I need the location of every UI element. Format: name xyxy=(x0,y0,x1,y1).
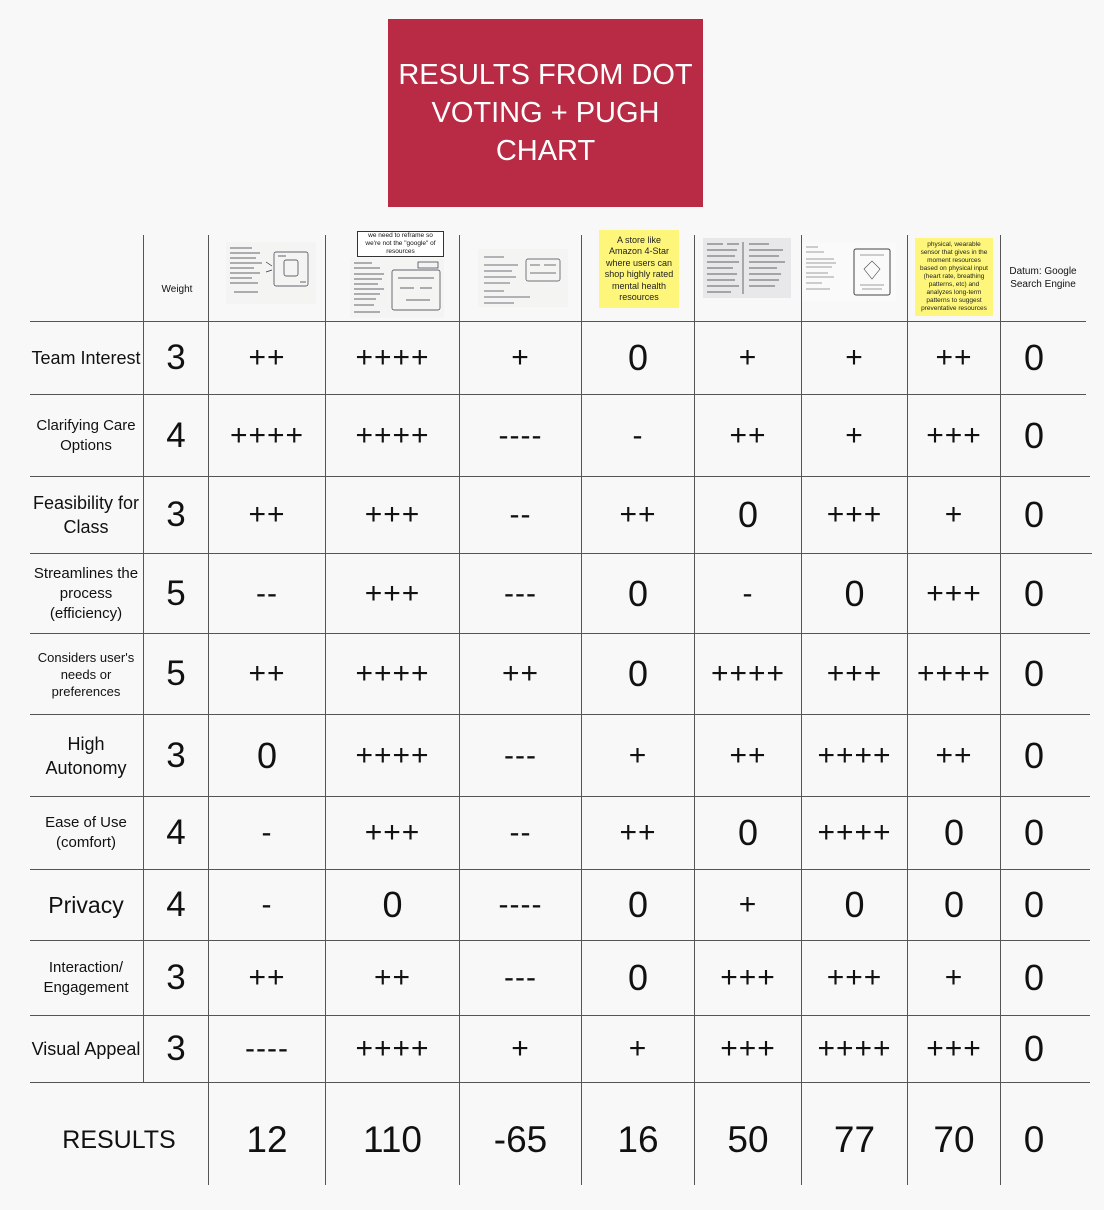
score-cell: +++ xyxy=(826,657,883,690)
criterion-label: Considers user's needs or preferences xyxy=(37,649,135,699)
weight-value: 4 xyxy=(166,415,186,455)
score-cell: 0 xyxy=(627,957,649,998)
score-cell: + xyxy=(628,1032,648,1065)
score-cell: ++++ xyxy=(355,657,430,690)
criterion-label: Visual Appeal xyxy=(31,1039,141,1059)
score-cell: ++ xyxy=(373,961,412,994)
score-cell: --- xyxy=(504,576,537,610)
score-cell: ++ xyxy=(729,418,767,452)
concept-2-note: we need to reframe so we're not the "google" of resources xyxy=(357,231,444,257)
concept-1-sketch xyxy=(226,242,316,304)
score-cell: ++++ xyxy=(355,1032,430,1065)
score-cell: ++++ xyxy=(710,657,786,690)
score-cell: 0 xyxy=(943,812,965,853)
weight-value: 5 xyxy=(166,654,186,693)
score-cell: +++ xyxy=(364,498,421,531)
score-cell: + xyxy=(738,888,758,921)
score-cell: ++ xyxy=(248,498,286,531)
score-cell: 0 xyxy=(627,653,649,694)
result-value: 110 xyxy=(363,1119,422,1160)
datum-header: Datum: Google Search Engine xyxy=(1009,266,1077,290)
score-cell: + xyxy=(628,738,648,772)
score-cell: +++ xyxy=(926,1032,982,1065)
criterion-label: Ease of Use (comfort) xyxy=(45,814,127,851)
score-cell: ++ xyxy=(501,657,540,690)
score-cell: ++ xyxy=(935,341,973,374)
score-cell: 0 xyxy=(1023,1028,1045,1069)
score-cell: +++ xyxy=(826,961,883,994)
weight-value: 3 xyxy=(166,495,186,534)
score-cell: ---- xyxy=(498,888,543,921)
criterion-label: Privacy xyxy=(48,892,124,918)
title-card xyxy=(388,19,703,207)
criterion-label: Interaction/ Engagement xyxy=(43,959,129,996)
score-cell: ++ xyxy=(729,738,767,772)
score-cell: 0 xyxy=(1023,812,1045,853)
score-cell: 0 xyxy=(1023,734,1045,776)
result-value: 50 xyxy=(727,1119,769,1160)
concept-7-sticky: physical, wearable sensor that gives in the moment resources based on physical input (heart rate, breathing patterns, etc) and analyzes long-term patterns to suggest preventative resources xyxy=(915,238,993,316)
score-cell: - xyxy=(261,888,273,921)
score-cell: 0 xyxy=(1023,414,1045,456)
score-cell: + xyxy=(944,498,964,531)
score-cell: + xyxy=(738,341,758,374)
weight-header: Weight xyxy=(161,283,193,295)
score-cell: ++ xyxy=(248,657,286,690)
score-cell: 0 xyxy=(1023,653,1045,694)
score-cell: 0 xyxy=(1023,337,1045,378)
score-cell: ---- xyxy=(245,1032,289,1065)
criterion-label: Streamlines the process (efficiency) xyxy=(33,564,139,622)
chart-title: RESULTS FROM DOT VOTING + PUGH CHART xyxy=(398,59,693,167)
result-value: -65 xyxy=(493,1119,548,1160)
score-cell: 0 xyxy=(943,884,965,925)
score-cell: ++ xyxy=(935,738,973,772)
score-cell: ++ xyxy=(619,498,657,531)
score-cell: 0 xyxy=(627,572,649,614)
score-cell: +++ xyxy=(826,498,883,531)
score-cell: 0 xyxy=(627,884,649,925)
score-cell: +++ xyxy=(720,961,776,994)
score-cell: 0 xyxy=(627,337,649,378)
score-cell: --- xyxy=(504,738,537,772)
score-cell: ++++ xyxy=(817,816,892,849)
score-cell: +++ xyxy=(364,576,421,610)
criterion-label: High Autonomy xyxy=(45,733,127,778)
score-cell: ++++ xyxy=(355,341,430,374)
results-label: RESULTS xyxy=(62,1125,176,1154)
score-cell: ++ xyxy=(248,341,286,374)
weight-value: 3 xyxy=(166,338,186,377)
score-cell: ++++ xyxy=(355,418,430,452)
concept-4-sticky: A store like Amazon 4-Star where users can shop highly rated mental health resources xyxy=(599,230,679,308)
score-cell: ++++ xyxy=(817,738,892,772)
score-cell: -- xyxy=(509,816,532,849)
score-cell: + xyxy=(845,418,864,452)
weight-value: 3 xyxy=(166,1029,186,1068)
score-cell: -- xyxy=(509,498,532,531)
score-cell: 0 xyxy=(1023,884,1045,925)
score-cell: ---- xyxy=(498,418,543,452)
score-cell: ++++ xyxy=(817,1032,892,1065)
score-cell: + xyxy=(845,341,864,374)
weight-value: 4 xyxy=(166,885,186,924)
score-cell: 0 xyxy=(844,884,865,925)
score-cell: 0 xyxy=(382,884,403,925)
concept-5-sketch xyxy=(703,238,791,298)
result-value: 70 xyxy=(933,1119,975,1160)
criterion-label: Team Interest xyxy=(31,348,141,368)
score-cell: 0 xyxy=(737,494,759,535)
score-cell: 0 xyxy=(844,572,865,614)
score-cell: ++ xyxy=(619,816,657,849)
weight-value: 4 xyxy=(166,813,186,852)
result-value: 77 xyxy=(833,1119,876,1160)
score-cell: --- xyxy=(504,961,537,994)
score-cell: ++++ xyxy=(916,657,992,690)
concept-3-sketch xyxy=(478,249,568,307)
score-cell: +++ xyxy=(926,576,982,610)
concept-2-sketch xyxy=(350,258,444,318)
score-cell: 0 xyxy=(256,734,278,776)
weight-value: 3 xyxy=(166,735,186,775)
score-cell: -- xyxy=(256,576,278,610)
score-cell: 0 xyxy=(1023,957,1045,998)
score-cell: +++ xyxy=(926,418,982,452)
score-cell: - xyxy=(742,576,754,610)
result-value: 0 xyxy=(1023,1119,1045,1160)
score-cell: ++ xyxy=(248,961,286,994)
score-cell: 0 xyxy=(1023,572,1045,614)
score-cell: ++++ xyxy=(355,738,430,772)
score-cell: ++++ xyxy=(229,418,305,452)
criterion-label: Feasibility for Class xyxy=(32,493,140,537)
score-cell: - xyxy=(261,816,273,849)
score-cell: + xyxy=(944,961,964,994)
weight-value: 3 xyxy=(166,958,186,997)
weight-value: 5 xyxy=(166,573,186,613)
score-cell: +++ xyxy=(364,816,421,849)
criterion-label: Clarifying Care Options xyxy=(36,416,136,454)
score-cell: + xyxy=(511,1032,530,1065)
score-cell: - xyxy=(632,418,644,452)
concept-6-sketch xyxy=(802,243,896,301)
score-cell: +++ xyxy=(720,1032,776,1065)
score-cell: 0 xyxy=(1023,494,1045,535)
result-value: 12 xyxy=(246,1119,288,1160)
score-cell: 0 xyxy=(737,812,759,853)
score-cell: + xyxy=(511,341,530,374)
result-value: 16 xyxy=(617,1119,659,1160)
